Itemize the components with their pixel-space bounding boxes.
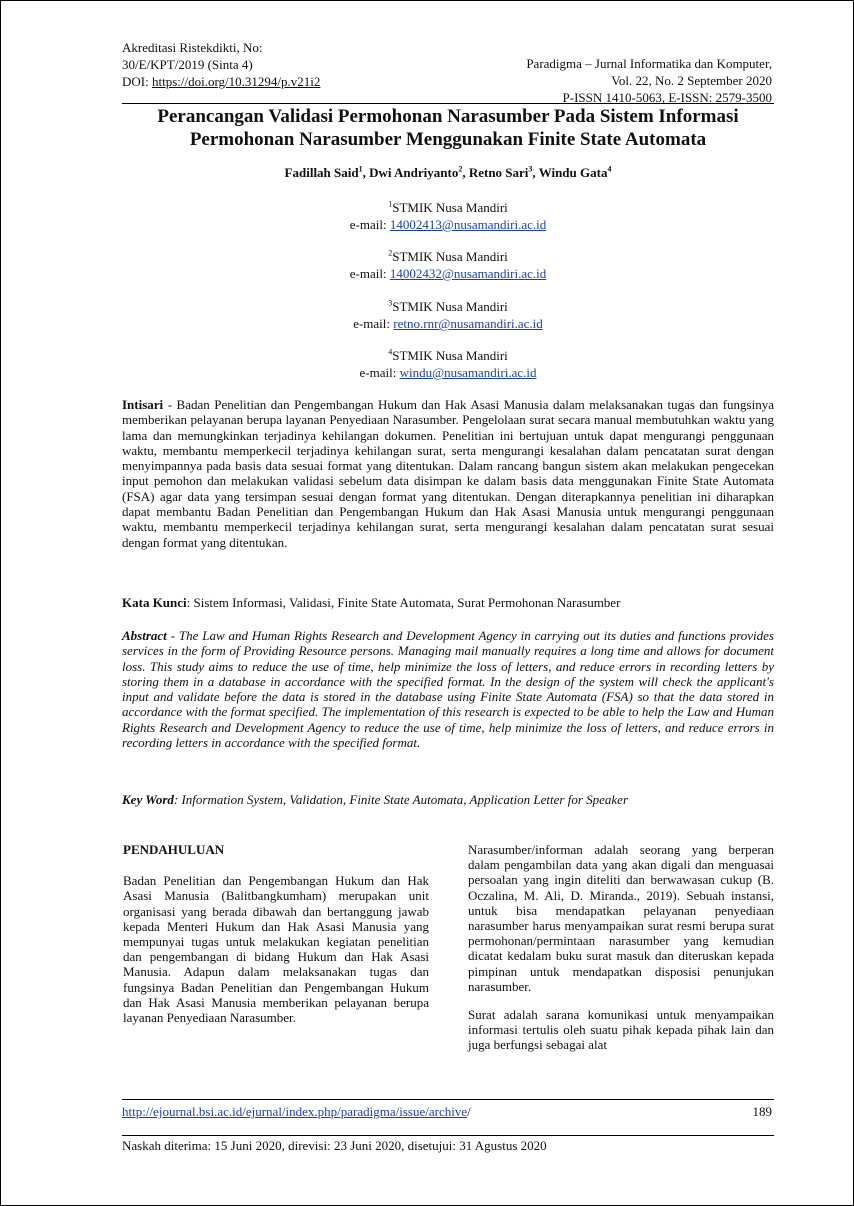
affiliation-1 (122, 199, 774, 233)
received-dates: Naskah diterima: 15 Juni 2020, direvisi: 23 Juni 2020, disetujui: 31 Agustus 2020 (122, 1138, 547, 1153)
journal-info-block (432, 55, 772, 106)
author-sep: , (532, 165, 539, 180)
footer-url-line (122, 1104, 471, 1120)
affiliation-2 (122, 248, 774, 282)
left-column (123, 842, 429, 1025)
affiliation-sup: 4 (388, 347, 393, 357)
accreditation-block (122, 39, 402, 90)
author-sup: 3 (528, 164, 533, 174)
email-link[interactable]: 14002413@nusamandiri.ac.id (389, 217, 547, 232)
affiliation-sup: 3 (388, 298, 393, 308)
author-name: Dwi Andriyanto (369, 165, 459, 180)
journal-name: Paradigma – Jurnal Informatika dan Komputer, (526, 56, 772, 71)
right-column (468, 842, 774, 1053)
author-name: Fadillah Said (284, 165, 359, 180)
section-heading: PENDAHULUAN (123, 842, 225, 857)
email-label: e-mail: (353, 316, 394, 331)
body-paragraph-2: Surat adalah sarana komunikasi untuk menyampaikan informasi tertulis oleh suatu pihak kepada pihak lain dan juga berfungsi sebagai alat (468, 1007, 774, 1053)
affiliation-institution: STMIK Nusa Mandiri (392, 249, 508, 264)
abstract-text: - The Law and Human Rights Research and Development Agency in carrying out its duties and functions provides services in the form of Providing Resource persons. Managing mail manually requires a long time and allows for document loss. This study aims to reduce the use of time, help minimize the loss of letters, and reduce errors in recording letters by storing them in a database in accordance with the specified format. In the design of the system will check the applicant's input and validate before the data is stored in the database using Finite State Automata (FSA) so that the data stored in accordance with the format specified. The implementation of this research is expected to be able to help the Law and Human Rights Research and Development Agency to reduce the use of time, help minimize the loss of letters, and reduce errors in recording letters in accordance with the specified format. (122, 628, 774, 751)
author-name: Retno Sari (468, 165, 529, 180)
email-label: e-mail: (349, 217, 390, 232)
title-line-2: Permohonan Narasumber Menggunakan Finite State Automata (189, 129, 707, 150)
email-link[interactable]: retno.rnr@nusamandiri.ac.id (393, 316, 543, 331)
journal-issn: P-ISSN 1410-5063, E-ISSN: 2579-3500 (562, 90, 772, 105)
accreditation-line-2: 30/E/KPT/2019 (Sinta 4) (122, 57, 253, 72)
abstract-paragraph (122, 628, 774, 750)
key-word-text: : Information System, Validation, Finite State Automata, Application Letter for Speaker (173, 792, 629, 807)
page-number: 189 (752, 1104, 772, 1119)
paper-title (122, 105, 774, 151)
abstract-label: Abstract (122, 628, 167, 643)
author-sep: , (362, 165, 370, 180)
affiliation-4 (122, 347, 774, 381)
key-word-label: Key Word (122, 792, 174, 807)
intisari-text: - Badan Penelitian dan Pengembangan Hukum dan Hak Asasi Manusia dalam melaksanakan tugas dan fungsinya memberikan pelayanan berupa layanan Penyediaan Narasumber. Pengelolaan surat secara manual membutuhkan waktu yang lama dan memungkinkan terjadinya kehilangan dokumen. Penelitian ini bertujuan untuk dapat mengurangi penggunaan waktu, membantu memperkecil terjadinya kehilangan surat, serta mengurangi kesalahan dalam pencatatan surat dengan menyimpannya pada basis data sesuai format yang ditentukan. Dalam rancang bangun sistem akan melakukan pengecekan input pemohon dan melakukan validasi sebelum data disimpan ke dalam basis data menggunakan Finite State Automata (FSA) agar data yang tersimpan sesuai dengan format yang ditentukan. Dengan diterapkannya penelitian ini diharapkan dapat membantu Badan Penelitian dan Pengembangan Hukum dan Hak Asasi Manusia untuk mengurangi penggunaan waktu, membantu memperkecil terjadinya kehilangan surat, serta mengurangi kesalahan dalam pencatatan surat sesuai dengan format yang ditentukan. (122, 397, 774, 550)
introduction-paragraph: Badan Penelitian dan Pengembangan Hukum dan Hak Asasi Manusia (Balitbangkumham) merupakan unit organisasi yang berada dibawah dan bertanggung jawab kepada Menteri Hukum dan Hak Asasi Manusia yang mempunyai tugas untuk melakukan kegiatan penelitian dan pengembangan di bidang Hukum dan Hak Asasi Manusia. Adapun dalam melaksanakan tugas dan fungsinya Badan Penelitian dan Pengembangan Hukum dan Hak Asasi Manusia memberikan pelayanan berupa layanan Penyediaan Narasumber. (123, 873, 429, 1026)
affiliation-3 (122, 298, 774, 332)
author-sep: , (462, 165, 469, 180)
affiliation-sup: 2 (388, 248, 393, 258)
affiliation-institution: STMIK Nusa Mandiri (392, 348, 508, 363)
affiliation-sup: 1 (388, 199, 393, 209)
doi-line (122, 73, 402, 90)
footer-divider-top (122, 1099, 774, 1100)
affiliation-institution: STMIK Nusa Mandiri (392, 299, 508, 314)
email-label: e-mail: (349, 266, 390, 281)
kata-kunci-label: Kata Kunci (122, 595, 187, 610)
title-line-1: Perancangan Validasi Permohonan Narasumber Pada Sistem Informasi (157, 106, 739, 127)
body-paragraph-1: Narasumber/informan adalah seorang yang berperan dalam pengambilan data yang akan digali dan menguasai persoalan yang ingin diteliti dan berwawasan cukup (B. Oczalina, M. Ali, D. Miranda., 2019). Sebuah instansi, untuk bisa mendapatkan pelayanan penyediaan narasumber harus menyampaikan surat resmi berupa surat permohonan/permintaan narasumber yang kemudian dicatat kedalam buku surat masuk dan diteruskan kepada pimpinan untuk mendapatkan disposisi penunjukan narasumber. (468, 842, 774, 994)
intisari-label: Intisari (122, 397, 164, 412)
intisari-paragraph (122, 397, 774, 550)
kata-kunci-paragraph (122, 595, 774, 610)
email-label: e-mail: (359, 365, 400, 380)
doi-label: DOI: (122, 74, 152, 89)
footer-divider-bottom (122, 1135, 774, 1136)
author-name: Windu Gata (538, 165, 608, 180)
email-link[interactable]: windu@nusamandiri.ac.id (399, 365, 537, 380)
doi-link[interactable]: https://doi.org/10.31294/p.v21i2 (151, 74, 321, 89)
kata-kunci-text: : Sistem Informasi, Validasi, Finite State Automata, Surat Permohonan Narasumber (186, 595, 621, 610)
affiliation-institution: STMIK Nusa Mandiri (392, 200, 508, 215)
archive-link-suffix: / (467, 1104, 471, 1119)
journal-volume: Vol. 22, No. 2 September 2020 (611, 73, 772, 88)
author-sup: 2 (458, 164, 463, 174)
header-divider (122, 103, 774, 104)
accreditation-line-1: Akreditasi Ristekdikti, No: (122, 40, 263, 55)
key-word-paragraph (122, 792, 774, 807)
author-sup: 4 (607, 164, 612, 174)
author-sup: 1 (358, 164, 363, 174)
email-link[interactable]: 14002432@nusamandiri.ac.id (389, 266, 547, 281)
author-list (122, 165, 774, 181)
archive-link[interactable]: http://ejournal.bsi.ac.id/ejurnal/index.php/paradigma/issue/archive (122, 1104, 468, 1119)
